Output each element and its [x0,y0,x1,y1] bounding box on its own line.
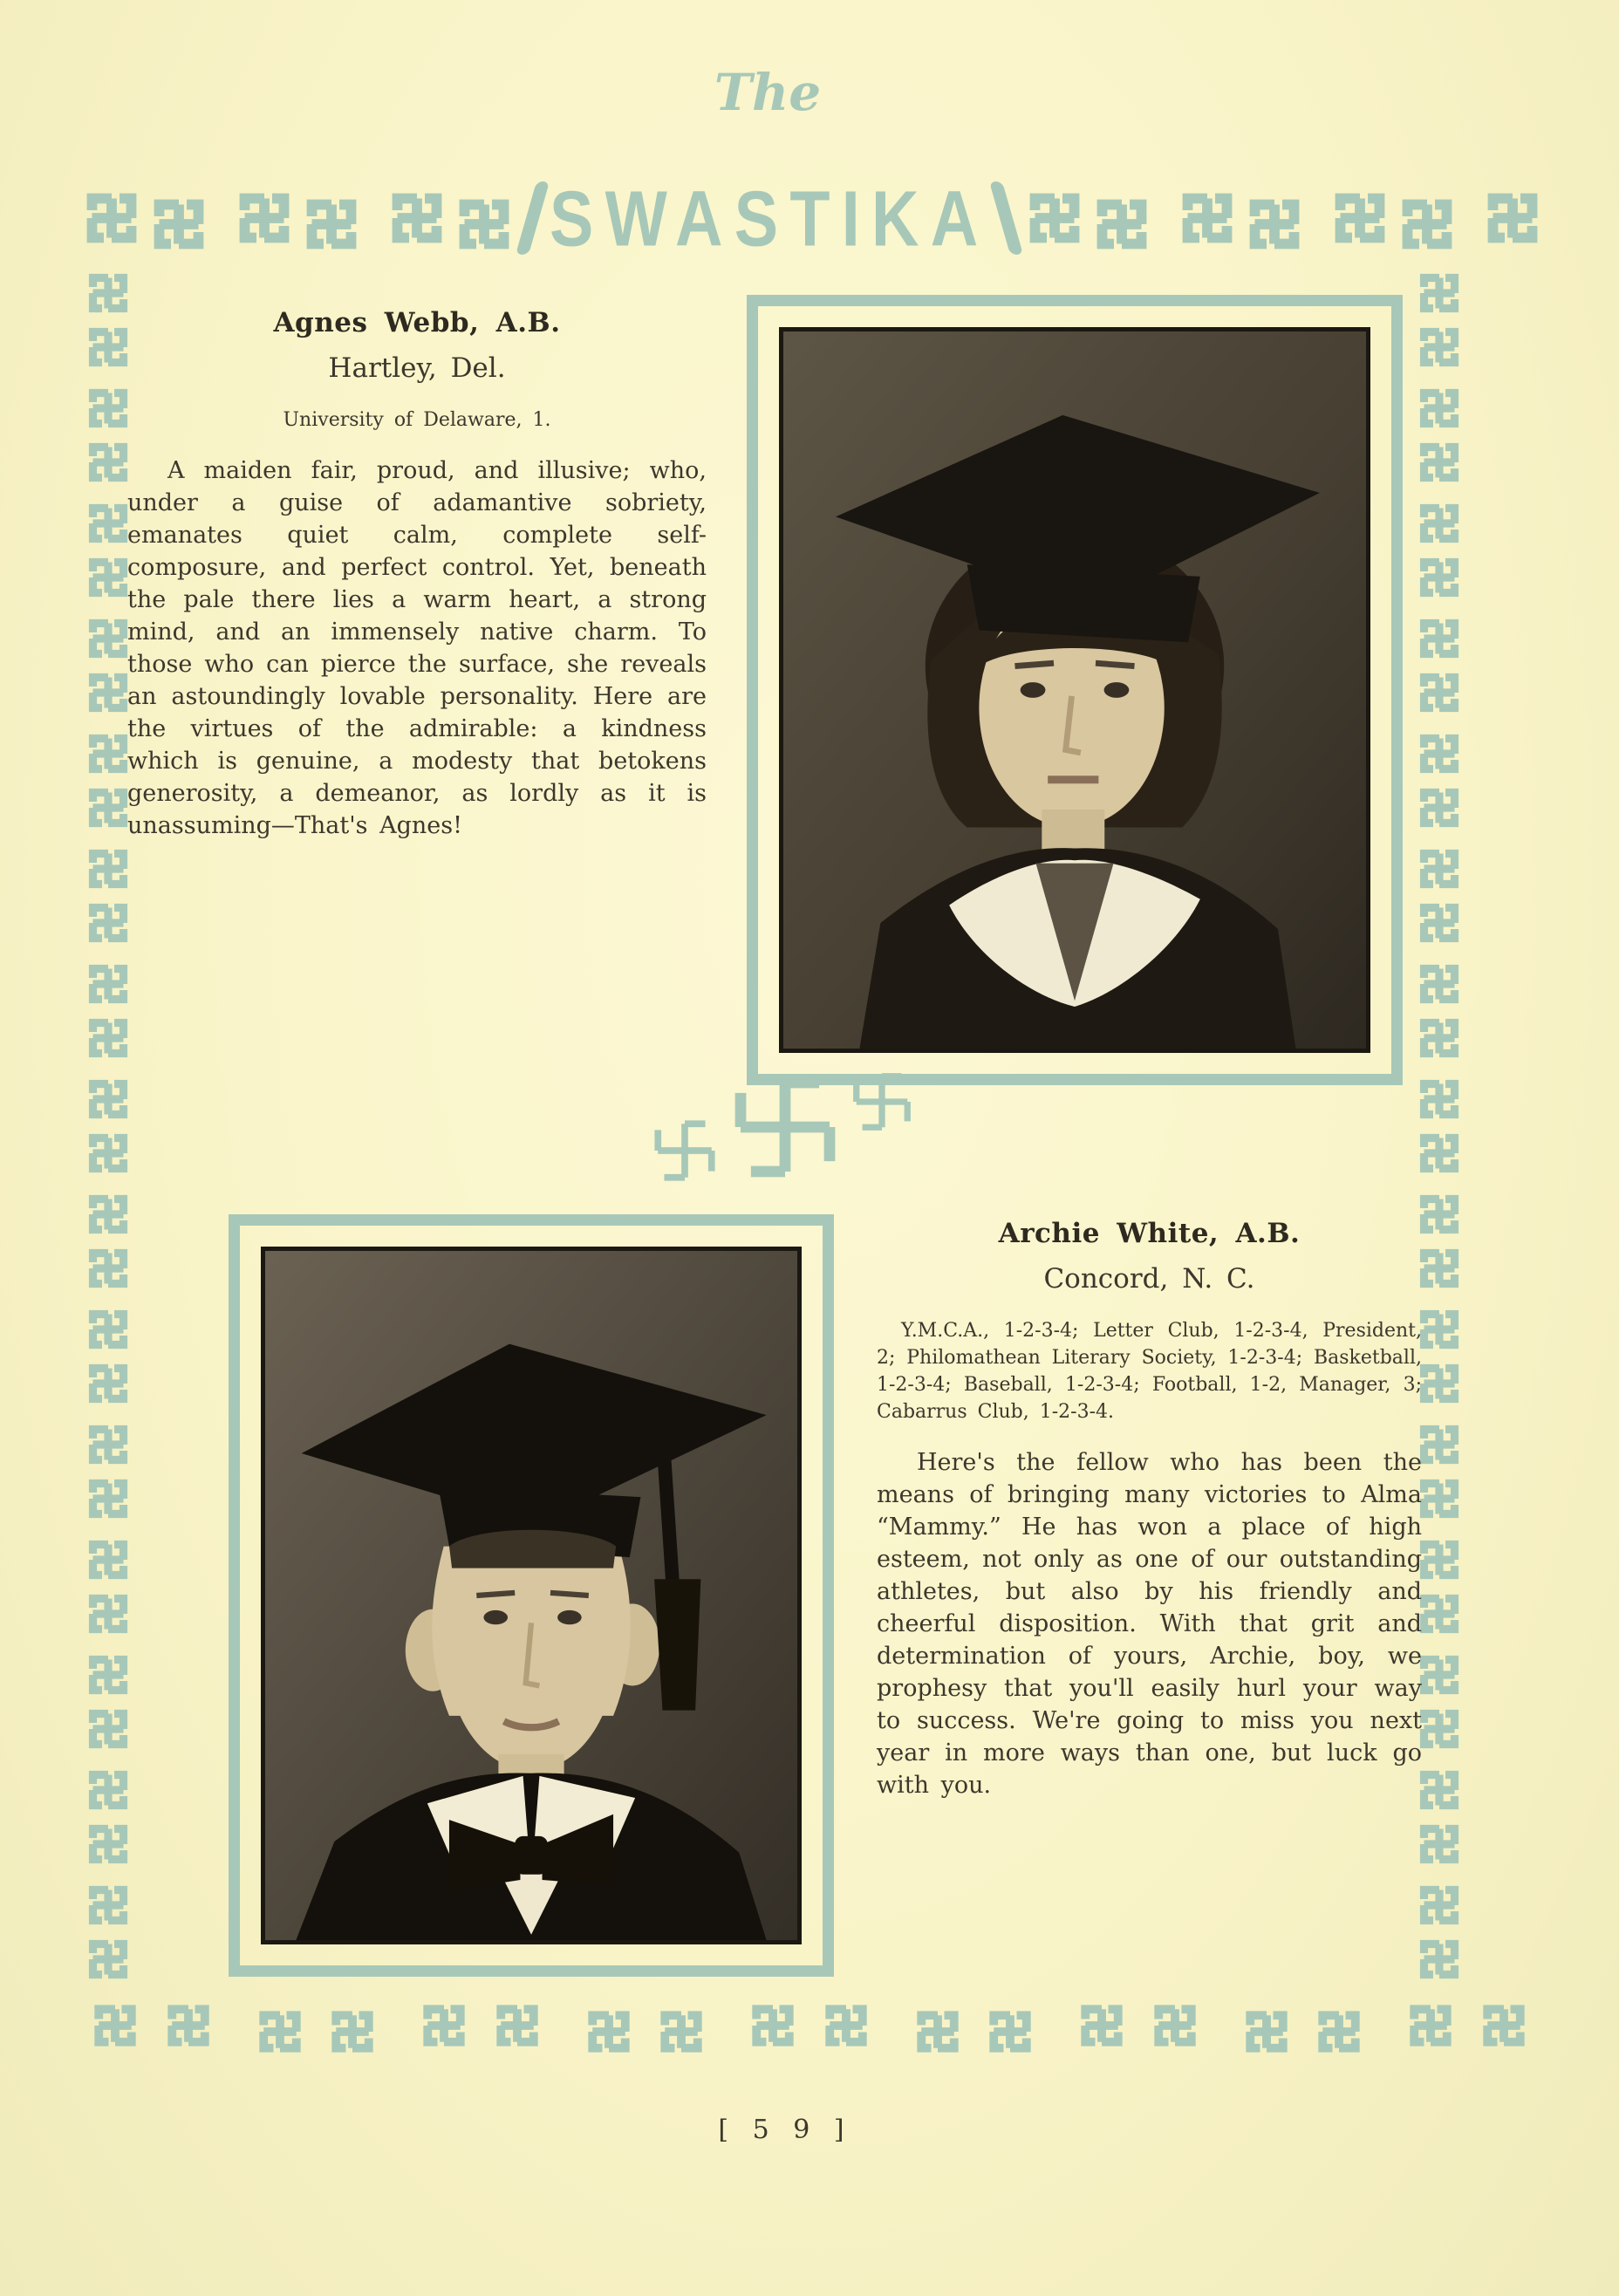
swastika-ornament-icon [1415,1129,1464,1178]
swastika-ornament-icon [1478,1999,1530,2052]
swastika-ornament-icon [1076,1999,1128,2052]
swastika-ornament-icon [84,614,133,663]
center-swastika-ornament-large-icon [726,1068,844,1186]
swastika-ornament-icon [1396,193,1458,256]
agnes-webb-portrait-photo [779,327,1370,1053]
swastika-ornament-icon [233,187,296,249]
swastika-ornament-icon [84,499,133,548]
swastika-ornament-icon [326,2006,379,2058]
swastika-ornament-icon [1415,1935,1464,1984]
swastika-ornament-icon [84,1535,133,1584]
graduate-bio: Here's the fellow who has been the means of bringing many victories to Alma “Mammy.” He has won a place of high esteem, not only as one of our outstanding athletes, but also by his friendly and cheerful disposition. With that grit and determination of yours, Archie, boy, we prophesy that you'll easily hurl your way to success. We're going to miss you next year in more ways than one, but luck go with you. [877,1449,1422,1799]
bottom-ornament-border [89,1999,1530,2052]
swastika-ornament-icon [491,1999,543,2052]
swastika-ornament-icon [84,269,133,318]
swastika-ornament-icon [1415,1705,1464,1753]
swastika-ornament-icon [162,1999,215,2052]
left-ornament-border [84,269,133,1984]
swastika-ornament-icon [84,1474,133,1523]
swastika-ornament-icon [254,2006,306,2058]
swastika-ornament-icon [1313,2006,1365,2058]
swastika-ornament-icon [84,1014,133,1063]
center-swastika-ornament-small-left-icon [649,1115,721,1186]
swastika-ornament-icon [1415,1420,1464,1469]
swastika-ornament-icon [84,1705,133,1753]
masthead-slash-mark [516,181,550,255]
swastika-ornament-icon [300,193,363,256]
swastika-ornament-icon [1415,499,1464,548]
archie-white-portrait-photo [261,1247,802,1944]
swastika-ornament-icon [912,2006,964,2058]
swastika-ornament-icon [84,844,133,893]
swastika-ornament-icon [1415,960,1464,1008]
swastika-ornament-icon [84,783,133,832]
swastika-ornament-icon [1415,1190,1464,1239]
masthead-script-word: The [714,63,822,122]
swastika-ornament-icon [84,1420,133,1469]
swastika-ornament-icon [1415,1474,1464,1523]
swastika-ornament-icon [84,729,133,778]
swastika-ornament-icon [655,2006,707,2058]
graduate-activities: University of Delaware, 1. [283,409,551,431]
swastika-ornament-icon [1404,1999,1457,2052]
swastika-ornament-icon [583,2006,635,2058]
photo-frame-archie-white [229,1214,834,1977]
swastika-ornament-icon [1415,1881,1464,1930]
right-ornament-border [1415,269,1464,1984]
swastika-ornament-icon [1090,193,1153,256]
swastika-ornament-icon [1415,668,1464,717]
swastika-ornament-icon [1240,2006,1293,2058]
swastika-ornament-icon [984,2006,1036,2058]
page-number: [ 5 9 ] [718,2115,852,2145]
swastika-ornament-icon [84,1589,133,1638]
swastika-ornament-icon [84,668,133,717]
swastika-ornament-icon [89,1999,141,2052]
swastika-ornament-icon [747,1999,799,2052]
swastika-ornament-icon [84,1129,133,1178]
swastika-ornament-icon [1176,187,1239,249]
swastika-ornament-icon [1415,1305,1464,1354]
swastika-ornament-icon [84,1881,133,1930]
swastika-ornament-icon [84,438,133,487]
swastika-ornament-icon [1415,438,1464,487]
swastika-ornament-icon [418,1999,470,2052]
swastika-ornament-icon [820,1999,872,2052]
swastika-ornament-icon [84,1244,133,1293]
swastika-ornament-icon [1415,614,1464,663]
swastika-ornament-icon [1329,187,1391,249]
swastika-ornament-icon [1415,899,1464,947]
swastika-ornament-icon [453,193,516,256]
swastika-ornament-icon [1415,1359,1464,1408]
swastika-ornament-icon [84,1935,133,1984]
masthead-title: SWASTIKA [549,174,990,263]
swastika-ornament-icon [1415,844,1464,893]
swastika-ornament-icon [84,1305,133,1354]
swastika-ornament-icon [1415,1535,1464,1584]
swastika-ornament-icon [1415,553,1464,602]
swastika-ornament-icon [1415,1589,1464,1638]
profile-archie-white [877,1218,1422,1801]
swastika-ornament-icon [84,960,133,1008]
graduate-hometown: Hartley, Del. [328,352,506,384]
swastika-ornament-icon [1415,1014,1464,1063]
center-swastika-ornament-small-right-icon [848,1068,916,1136]
swastika-ornament-icon [1415,384,1464,433]
swastika-ornament-icon [386,187,448,249]
swastika-ornament-icon [147,193,210,256]
swastika-ornament-icon [84,1359,133,1408]
swastika-ornament-icon [84,553,133,602]
swastika-ornament-icon [84,1650,133,1699]
swastika-ornament-icon [80,187,143,249]
swastika-ornament-icon [84,1766,133,1814]
swastika-ornament-icon [1415,1075,1464,1124]
masthead-right-ornaments [1023,187,1544,249]
swastika-ornament-icon [1243,193,1306,256]
photo-frame-agnes-webb [747,295,1403,1085]
swastika-ornament-icon [1149,1999,1201,2052]
graduate-bio: A maiden fair, proud, and illusive; who, under a guise of adamantive sobriety, emanates quiet calm, complete self-composure, and perfect control. Yet, beneath the pale there lies a warm heart, a strong mind, and an immensely native charm. To those who can pierce the surface, she reveals an astoundingly lovable personality. Here are the virtues of the admirable: a kindness which is genuine, a modesty that betokens generosity, a demeanor, as lordly as it is unassuming—That's Agnes! [127,457,707,839]
swastika-ornament-icon [1481,187,1544,249]
swastika-ornament-icon [1415,323,1464,372]
swastika-ornament-icon [84,323,133,372]
graduate-name: Archie White, A.B. [998,1218,1301,1249]
masthead-band [80,174,1544,263]
swastika-ornament-icon [1023,187,1086,249]
graduate-name: Agnes Webb, A.B. [273,307,561,338]
swastika-ornament-icon [1415,1244,1464,1293]
profile-agnes-webb [127,307,707,842]
swastika-ornament-icon [1415,1820,1464,1869]
swastika-ornament-icon [1415,1650,1464,1699]
graduate-activities: Y.M.C.A., 1-2-3-4; Letter Club, 1-2-3-4, President, 2; Philomathean Literary Society, 1-2-3-4; Basketball, 1-2-3-4; Baseball, 1-2-3-4; Football, 1-2, Manager, 3; Cabarrus Club, 1-2-3-4. [877,1320,1422,1423]
swastika-ornament-icon [84,1820,133,1869]
swastika-ornament-icon [1415,729,1464,778]
swastika-ornament-icon [84,1190,133,1239]
swastika-ornament-icon [1415,783,1464,832]
swastika-ornament-icon [84,1075,133,1124]
graduate-hometown: Concord, N. C. [1043,1263,1255,1295]
swastika-ornament-icon [84,384,133,433]
masthead-left-ornaments [80,187,516,249]
swastika-ornament-icon [84,899,133,947]
masthead-backslash-mark [989,181,1023,255]
swastika-ornament-icon [1415,1766,1464,1814]
swastika-ornament-icon [1415,269,1464,318]
